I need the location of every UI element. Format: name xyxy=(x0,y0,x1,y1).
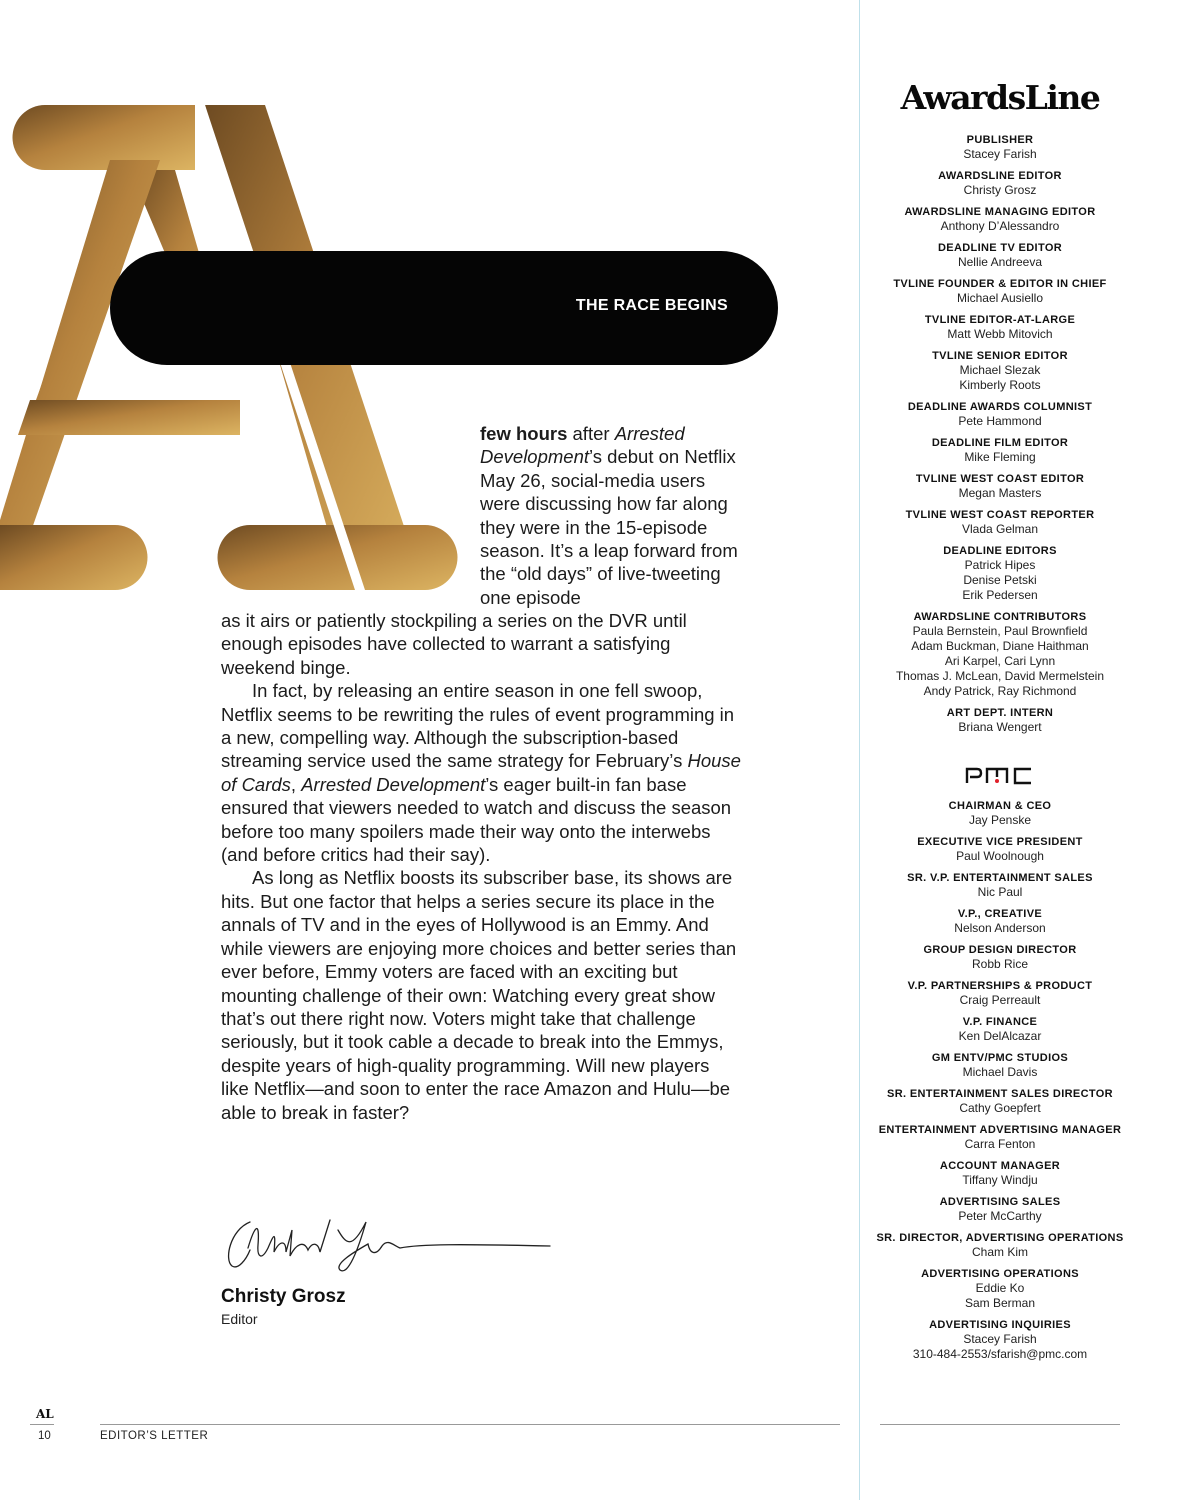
staff-name: Denise Petski xyxy=(963,573,1037,587)
pmc-staff-entry xyxy=(870,1159,1130,1188)
pmc-staff-entry xyxy=(870,907,1130,936)
staff-role: DEADLINE FILM EDITOR xyxy=(931,437,1069,449)
staff-name: Tiffany Windju xyxy=(962,1173,1038,1187)
footer-logo: AL xyxy=(36,1407,54,1421)
staff-name: Craig Perreault xyxy=(959,993,1041,1007)
awardsline-staff-entry xyxy=(870,544,1130,603)
staff-name: Vlada Gelman xyxy=(961,522,1039,536)
staff-name: Adam Buckman, Diane Haithman xyxy=(911,639,1089,653)
section-banner xyxy=(110,251,778,365)
staff-role: ART DEPT. INTERN xyxy=(946,707,1054,719)
staff-name: Michael Ausiello xyxy=(956,291,1044,305)
column-divider xyxy=(859,0,860,1500)
staff-role: V.P. FINANCE xyxy=(962,1016,1038,1028)
staff-name: Sam Berman xyxy=(964,1296,1036,1310)
staff-name: Ari Karpel, Cari Lynn xyxy=(944,654,1056,668)
staff-name: Matt Webb Mitovich xyxy=(947,327,1053,341)
staff-name: Nic Paul xyxy=(977,885,1023,899)
awardsline-staff-entry xyxy=(870,349,1130,393)
p2-text-2: , xyxy=(290,773,302,795)
footer-rule-short xyxy=(30,1424,54,1425)
paragraph-2 xyxy=(221,679,741,866)
staff-name: Peter McCarthy xyxy=(958,1209,1042,1223)
signature-name: Christy Grosz xyxy=(221,1286,346,1307)
staff-role: V.P. PARTNERSHIPS & PRODUCT xyxy=(907,980,1093,992)
staff-name: 310-484-2553/sfarish@pmc.com xyxy=(912,1347,1088,1361)
staff-role: TVLINE WEST COAST REPORTER xyxy=(905,509,1095,521)
pmc-staff-entry xyxy=(870,799,1130,828)
staff-name: Thomas J. McLean, David Mermelstein xyxy=(895,669,1105,683)
p2-italic-1: House of Cards xyxy=(221,750,741,795)
article-body xyxy=(221,609,741,1124)
staff-role: GROUP DESIGN DIRECTOR xyxy=(923,944,1077,956)
awardsline-staff-entry xyxy=(870,241,1130,270)
staff-name: Christy Grosz xyxy=(963,183,1037,197)
pmc-staff-entry xyxy=(870,1015,1130,1044)
staff-name: Kimberly Roots xyxy=(959,378,1041,392)
awardsline-staff-entry xyxy=(870,436,1130,465)
staff-name: Pete Hammond xyxy=(958,414,1042,428)
staff-name: Cathy Goepfert xyxy=(959,1101,1041,1115)
paragraph-3: As long as Netflix boosts its subscriber base, its shows are hits. But one factor that helps a series secure its place in the annals of TV and in the eyes of Hollywood is an Emmy. And while viewers are enjoying more choices and better series than ever before, Emmy voters are faced with an exciting but mounting challenge of their own: Watching every great show that’s out there right now. Voters might take that challenge seriously, but it took cable a decade to break into the Emmys, despite years of high-quality programming. Will new players like Netflix—and soon to enter the race Amazon and Hulu—be able to break in faster? xyxy=(221,867,737,1123)
awardsline-staff-entry xyxy=(870,400,1130,429)
staff-name: Megan Masters xyxy=(958,486,1042,500)
staff-name: Patrick Hipes xyxy=(964,558,1036,572)
pmc-logo xyxy=(870,765,1130,791)
paragraph-1-tail: as it airs or patiently stockpiling a series on the DVR until enough episodes have collected to warrant a satisfying weekend binge. xyxy=(221,610,687,678)
pmc-staff-entry xyxy=(870,871,1130,900)
staff-name: Jay Penske xyxy=(968,813,1032,827)
awardsline-staff-entry xyxy=(870,313,1130,342)
staff-name: Paul Woolnough xyxy=(956,849,1044,863)
staff-role: SR. ENTERTAINMENT SALES DIRECTOR xyxy=(887,1088,1113,1100)
masthead xyxy=(870,78,1130,1369)
staff-name: Stacey Farish xyxy=(963,147,1037,161)
staff-name: Eddie Ko xyxy=(975,1281,1025,1295)
staff-role: TVLINE FOUNDER & EDITOR IN CHIEF xyxy=(893,278,1107,290)
pmc-staff-entry xyxy=(870,1231,1130,1260)
staff-role: SR. DIRECTOR, ADVERTISING OPERATIONS xyxy=(876,1232,1124,1244)
staff-role: ACCOUNT MANAGER xyxy=(939,1160,1061,1172)
staff-name: Mike Fleming xyxy=(964,450,1036,464)
awardsline-staff-entry xyxy=(870,205,1130,234)
staff-role: AWARDSLINE EDITOR xyxy=(938,170,1062,182)
footer-rule-right xyxy=(880,1424,1120,1425)
staff-name: Stacey Farish xyxy=(963,1332,1037,1346)
staff-role: SR. V.P. ENTERTAINMENT SALES xyxy=(907,872,1093,884)
staff-role: ENTERTAINMENT ADVERTISING MANAGER xyxy=(878,1124,1122,1136)
awardsline-staff-entry xyxy=(870,508,1130,537)
pmc-logo-mark xyxy=(965,765,1035,785)
pmc-staff-entry xyxy=(870,1087,1130,1116)
pmc-staff-entry xyxy=(870,1318,1130,1362)
pmc-staff-entry xyxy=(870,835,1130,864)
staff-role: DEADLINE TV EDITOR xyxy=(937,242,1063,254)
staff-role: AWARDSLINE MANAGING EDITOR xyxy=(904,206,1096,218)
banner-label: THE RACE BEGINS xyxy=(575,297,728,314)
staff-name: Carra Fenton xyxy=(964,1137,1036,1151)
staff-name: Paula Bernstein, Paul Brownfield xyxy=(912,624,1088,638)
page-number: 10 xyxy=(38,1430,51,1442)
staff-role: TVLINE WEST COAST EDITOR xyxy=(915,473,1085,485)
staff-role: GM ENTV/PMC STUDIOS xyxy=(931,1052,1069,1064)
staff-role: ADVERTISING SALES xyxy=(939,1196,1061,1208)
intro-text: after xyxy=(567,423,615,444)
article-intro xyxy=(480,422,742,609)
staff-name: Briana Wengert xyxy=(958,720,1042,734)
footer-rule xyxy=(100,1424,840,1425)
p2-text-3: ’s eager built-in fan base ensured that viewers needed to watch and discuss the season before too many spoilers made their way onto the interwebs (and before critics had their say). xyxy=(221,773,732,866)
awardsline-staff-entry xyxy=(870,169,1130,198)
staff-role: ADVERTISING OPERATIONS xyxy=(921,1268,1079,1280)
staff-name: Ken DelAlcazar xyxy=(958,1029,1042,1043)
pmc-staff-entry xyxy=(870,1123,1130,1152)
staff-name: Michael Davis xyxy=(962,1065,1038,1079)
staff-name: Anthony D’Alessandro xyxy=(940,219,1060,233)
pmc-staff-entry xyxy=(870,943,1130,972)
awardsline-staff-entry xyxy=(870,610,1130,699)
staff-role: AWARDSLINE CONTRIBUTORS xyxy=(913,611,1087,623)
staff-name: Robb Rice xyxy=(971,957,1029,971)
intro-continuation: ’s debut on Netflix May 26, social-media users were discussing how far along they were in the 15-episode season. It’s a leap forward from the “old days” of live-tweeting one episode xyxy=(480,446,738,608)
pmc-staff-entry xyxy=(870,979,1130,1008)
section-name: EDITOR’S LETTER xyxy=(100,1430,209,1442)
staff-role: DEADLINE EDITORS xyxy=(943,545,1057,557)
staff-name: Michael Slezak xyxy=(959,363,1041,377)
staff-role: V.P., CREATIVE xyxy=(957,908,1043,920)
awardsline-staff-list xyxy=(870,133,1130,735)
signature-title: Editor xyxy=(221,1311,258,1327)
staff-name: Nelson Anderson xyxy=(954,921,1046,935)
staff-role: EXECUTIVE VICE PRESIDENT xyxy=(917,836,1083,848)
staff-role: DEADLINE AWARDS COLUMNIST xyxy=(907,401,1093,413)
pmc-staff-list xyxy=(870,799,1130,1362)
awardsline-staff-entry xyxy=(870,277,1130,306)
staff-name: Erik Pedersen xyxy=(962,588,1038,602)
intro-italic-title: Arrested Development xyxy=(480,423,685,468)
editor-signature xyxy=(220,1200,560,1280)
awardsline-staff-entry xyxy=(870,706,1130,735)
staff-role: CHAIRMAN & CEO xyxy=(948,800,1052,812)
pmc-staff-entry xyxy=(870,1267,1130,1311)
awardsline-staff-entry xyxy=(870,133,1130,162)
staff-role: TVLINE EDITOR-AT-LARGE xyxy=(924,314,1076,326)
staff-name: Andy Patrick, Ray Richmond xyxy=(923,684,1077,698)
intro-lead: few hours xyxy=(480,423,568,444)
staff-name: Cham Kim xyxy=(971,1245,1028,1259)
awardsline-staff-entry xyxy=(870,472,1130,501)
staff-role: PUBLISHER xyxy=(966,134,1034,146)
staff-name: Nellie Andreeva xyxy=(957,255,1043,269)
p2-text-1: In fact, by releasing an entire season in one fell swoop, Netflix seems to be rewriting the rules of event programming in a new, compelling way. Although the subscription-based streaming service used the same strategy for February’s xyxy=(221,680,735,772)
staff-role: ADVERTISING INQUIRIES xyxy=(929,1319,1071,1331)
p2-italic-2: Arrested Development xyxy=(301,773,486,795)
pmc-staff-entry xyxy=(870,1195,1130,1224)
awardsline-logo: AwardsLine xyxy=(900,78,1100,117)
staff-role: TVLINE SENIOR EDITOR xyxy=(932,350,1068,362)
pmc-staff-entry xyxy=(870,1051,1130,1080)
